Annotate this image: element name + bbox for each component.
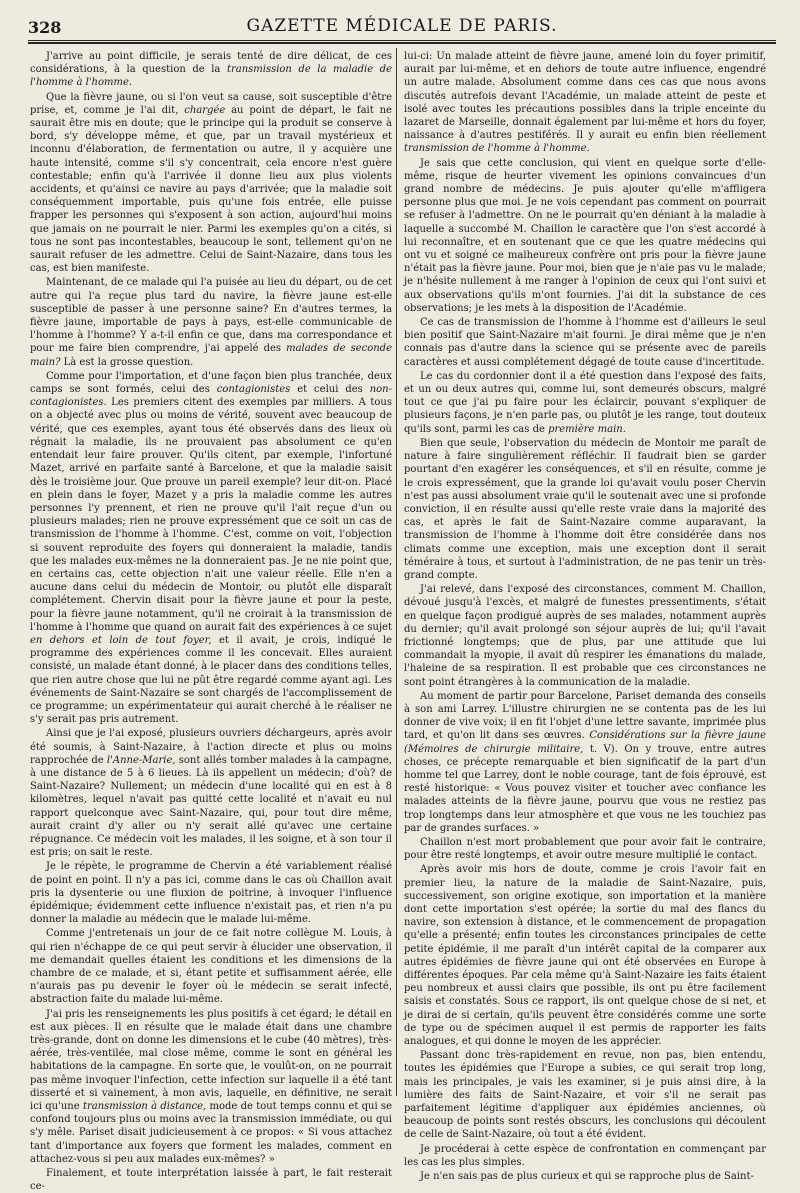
italic-text: transmission à distance,: [82, 1101, 207, 1113]
page-number: 328: [28, 18, 62, 37]
paragraph-text: Ainsi que je l'ai exposé, plusieurs ouvriers déchargeurs, après avoir été soumis, à Saint-Nazaire, à l'action directe et plus ou moins rapprochée de: [30, 728, 392, 766]
paragraph-text: J'arrive au point difficile, je serais tenté de dire délicat, de ces considérations, à la question de la: [30, 51, 392, 76]
paragraph-text: Je le répète, le programme de Chervin a été variablement réalisé de point en point. Il n'y a pas ici, comme dans le cas où Chaillon avait pris la dysenterie ou une fluxion de poitrine, à invoquer l'influence épidémique; évidemment cette influence n'existait pas, et rien n'a pu donner la maladie au médecin que le malade lui-même.: [30, 861, 392, 926]
article-paragraph: [404, 316, 766, 369]
article-paragraph: [30, 370, 392, 726]
article-paragraph: [404, 1049, 766, 1141]
column-divider: [396, 48, 397, 1096]
paragraph-text: lui-ci: Un malade atteint de fièvre jaune, amené loin du foyer primitif, aurait par lui-même, et en dehors de toute autre influence, engendré un autre malade. Absolument comme dans ces cas que nous avons discutés autrefois devant l'Académie, un malade atteint de peste et isolé avec toutes les précautions possibles dans la triple enceinte du lazaret de Marseille, donnait également par lui-même et hors du foyer, naissance à d'autres pestiférés. Il y aurait eu enfin bien réellement: [404, 51, 766, 142]
article-paragraph: [30, 91, 392, 276]
italic-text: transmission de l'homme à l'homme.: [404, 143, 590, 155]
paragraph-text: Au moment de partir pour Barcelone, Pariset demanda des conseils à son ami Larrey. L'illustre chirurgien ne se contenta pas de les lui donner de vive voix; il en fit l'objet d'une lettre savante, imprimée plus tard, et qu'on lit dans ses œuvres.: [404, 690, 766, 742]
paragraph-text: Les premiers citent des exemples par milliers. A tous on a objecté avec plus ou moins de vérité, souvent avec beaucoup de vérité, que ces exemples, ayant tous été observés dans des lieux où régnait la maladie, ils ne prouvaient pas absolument ce qu'en entendait leur faire prouver. Qu'ils citent, par exemple, l'infortuné Mazet, arrivé en parfaite santé à Barcelone, et que la maladie saisit dès le troisième jour. Que prouve un pareil exemple? leur dit-on. Placé en plein dans le foyer, Mazet y a pris la maladie comme les autres personnes l'y prennent, et rien ne prouve qu'il l'ait reçue d'un ou plusieurs malades; rien ne prouve expressément que ce soit un cas de transmission de l'homme à l'homme. C'est, comme on voit, l'objection si souvent reproduite des foyers qui donneraient la maladie, tandis que les malades eux-mêmes ne la donneraient pas. Je ne nie point que, en certains cas, cette objection n'ait une valeur réelle. Elle n'en a aucune dans celui du médecin de Montoir, ou plutôt elle disparaît complétement. Chervin disait pour la fièvre jaune et pour la peste, pour la fièvre jaune notamment, qu'il ne croirait à la transmission de l'homme à l'homme que quand on aurait fait des expériences à ce sujet: [30, 397, 392, 633]
article-paragraph: [30, 276, 392, 368]
article-paragraph: [404, 836, 766, 862]
article-paragraph: [404, 690, 766, 835]
paragraph-text: et celui des: [290, 384, 370, 396]
italic-text: chargée: [184, 104, 226, 116]
paragraph-text: Bien que seule, l'observation du médecin de Montoir me paraît de nature à faire singulièrement réfléchir. Il faudrait bien se garder pourtant d'en exagérer les conséquences, et s'il en résulte, comme je le crois expressément, que la grande loi qu'avait voulu poser Chervin n'est pas aussi absolument vraie qu'il le soutenait avec une si profonde conviction, il en résulte aussi qu'elle reste vraie dans la majorité des cas, et après le fait de Saint-Nazaire comme auparavant, la transmission de l'homme à l'homme doit être considérée dans nos climats comme une exception, mais une exception dont il serait téméraire à tous, et surtout à l'administration, de ne pas tenir un très-grand compte.: [404, 437, 766, 581]
paragraph-text: J'ai pris les renseignements les plus positifs à cet égard; le détail en est aux pièces. Il en résulte que le malade était dans une chambre très-grande, dont on donne les dimensions et le cube (40 mètres), très-aérée, très-ventilée, mal close même, comme le sont en général les habitations de la campagne. En sorte que, le voulût-on, on ne pourrait pas même invoquer l'infection, cette infection sur laquelle il a été tant disserté et si vainement, à mon avis, laquelle, en définitive, ne serait ici qu'une: [30, 1008, 392, 1113]
paragraph-text: Passant donc très-rapidement en revue, non pas, bien entendu, toutes les épidémies que l'Europe a subies, ce qui serait trop long, mais les principales, je vais les examiner, si je puis ainsi dire, à la lumière des faits de Saint-Nazaire, et voir s'il ne serait pas parfaitement légitime d'appliquer aux épidémies anciennes, où beaucoup de points sont restés obscurs, les conclusions qui découlent de celle de Saint-Nazaire, où tout a été évident.: [404, 1050, 766, 1141]
header-rule: [28, 40, 776, 41]
italic-text: malades de seconde main?: [30, 343, 393, 368]
article-paragraph: [404, 437, 766, 582]
article-paragraph: [404, 863, 766, 1048]
paragraph-text: Je procéderai à cette espèce de confrontation en commençant par les cas les plus simples.: [404, 1143, 766, 1168]
article-paragraph: [404, 1143, 766, 1169]
paragraph-text: mode de tout temps connu et qui se confond toujours plus ou moins avec la transmission immédiate, ou qui s'y mêle. Pariset disait judicieusement à ce propos: « Si vous attachez tant d'importance aux foyers que forment les malades, comment en attachez-vous si peu aux malades eux-mêmes? »: [30, 1101, 392, 1165]
italic-text: transmission de la maladie de l'homme à l'homme.: [30, 64, 393, 89]
right-column: [404, 50, 766, 1183]
paragraph-text: Comme j'entretenais un jour de ce fait notre collègue M. Louis, à qui rien n'échappe de ce qui peut servir à élucider une observation, il me demandait quelles étaient les conditions et les dimensions de la chambre de ce malade, et si, étant petite et suffisamment aérée, elle n'aurais pas pu devenir le foyer où le médecin se serait infecté, abstraction faite du malade lui-même.: [30, 928, 392, 1006]
italic-text: en dehors et loin de tout foyer,: [30, 634, 212, 646]
paragraph-text: Chaillon n'est mort probablement que pour avoir fait le contraire, pour être resté longtemps, et avoir outre mesure multiplié le contact.: [404, 836, 766, 862]
italic-text: première main.: [548, 423, 626, 435]
article-paragraph: [404, 583, 766, 689]
paragraph-text: Je n'en sais pas de plus curieux et qui se rapproche plus de Saint-: [420, 1171, 754, 1183]
article-paragraph: [404, 1170, 766, 1183]
paragraph-text: Que la fièvre jaune, ou si l'on veut sa cause, soit susceptible d'être prise, et, comme je l'ai dit,: [30, 91, 392, 116]
paragraph-text: J'ai relevé, dans l'exposé des circonstances, comment M. Chaillon, dévoué jusqu'à l'excès, et malgré de funestes pressentiments, s'était en quelque façon prodigué auprès de ses malades, notamment auprès du dernier; qu'il avait prolongé son séjour auprès de lui; qu'il l'avait frictionné longtemps; que de plus, par une attitude que lui commandait la myopie, il avait dû respirer les émanations du malade, l'haleine de sa respiration. Il est probable que ces circonstances ne sont point étrangères à la communication de la maladie.: [404, 584, 766, 688]
article-paragraph: [404, 370, 766, 436]
italic-text: Considérations sur la fièvre jaune (Mémoires de chirurgie militaire,: [404, 730, 766, 755]
left-column: [30, 50, 393, 1193]
paragraph-text: t. V). On y trouve, entre autres choses, ce précepte remarquable et bien significatif de la part d'un homme tel que Larrey, dont le noble courage, tant de fois éprouvé, est resté historique: « Vous pouvez visiter et toucher avec confiance les malades atteints de la fièvre jaune, pourvu que vous ne restiez pas trop longtemps dans leur atmosphère et que vous ne les touchiez pas par de grandes surfaces. »: [404, 743, 766, 834]
italic-text: non-contagionistes.: [30, 384, 392, 409]
paragraph-text: Ce cas de transmission de l'homme à l'homme est d'ailleurs le seul bien positif que Saint-Nazaire m'ait fourni. Je dirai même que je n'en connais pas d'autre dans la science qui se présente avec de pareils caractères et aussi complétement dégagé de toute cause d'incertitude.: [404, 317, 766, 368]
paragraph-text: Je sais que cette conclusion, qui vient en quelque sorte d'elle-même, risque de heurter vivement les opinions convaincues d'un grand nombre de médecins. Je puis ajouter qu'elle m'affligera personne plus que moi. Je ne vois cependant pas comment on pourrait se refuser à l'admettre. On ne le pourrait qu'en déniant à la maladie à laquelle a succombé M. Chaillon le caractère que l'on s'est accordé à lui reconnaître, et en soutenant que ce que les quatre médecins qui ont vu et soigné ce malheureux confrère ont pris pour la fièvre jaune n'était pas la fièvre jaune. Pour moi, bien que je n'aie pas vu le malade, je n'hésite nullement à me ranger à l'opinion de ceux qui l'ont suivi et aux observations qu'ils m'ont fournies. J'ai dit la substance de ces observations; je les mets à la disposition de l'Académie.: [404, 157, 766, 314]
journal-title: GAZETTE MÉDICALE DE PARIS.: [246, 16, 558, 36]
header-rule-thick: [28, 42, 776, 44]
article-paragraph: [30, 1167, 392, 1193]
article-paragraph: [30, 927, 392, 1006]
italic-text: l'Anne-Marie,: [106, 754, 176, 766]
page-header: [28, 12, 776, 42]
paragraph-text: Comme pour l'importation, et d'une façon bien plus tranchée, deux camps se sont formés, celui des: [30, 370, 392, 396]
paragraph-text: Le cas du cordonnier dont il a été question dans l'exposé des faits, et un ou deux autres qui, comme lui, sont demeurés obscurs, malgré tout ce que j'ai pu faire pour les éclaircir, pouvant s'expliquer de plusieurs façons, je n'en parle pas, ou plutôt je les range, tout douteux qu'ils sont, parmi les cas de: [404, 370, 766, 435]
paragraph-text: Après avoir mis hors de doute, comme je crois l'avoir fait en premier lieu, la nature de la maladie de Saint-Nazaire, puis, successivement, son origine exotique, son importation et la manière dont cette importation s'est opérée; la sortie du mal des flancs du navire, son extension à distance, et le commencement de propagation qu'elle a présenté; enfin toutes les circonstances principales de cette petite épidémie, il me paraît d'un intérêt capital de la comparer aux autres épidémies de fièvre jaune qui ont été observées en Europe à différentes époques. Par cela même qu'à Saint-Nazaire les faits étaient peu nombreux et aussi clairs que possible, ils ont pu être facilement saisis et constatés. Sous ce rapport, ils ont quelque chose de si net, et je dirai de si certain, qu'ils peuvent être considérés comme une sorte de type ou de spécimen auquel il est permis de rapporter les faits analogues, et qui donne le moyen de les apprécier.: [404, 864, 766, 1048]
paragraph-text: Finalement, et toute interprétation laissée à part, le fait resterait ce-: [30, 1168, 392, 1193]
article-paragraph: [30, 727, 392, 859]
paragraph-text: Maintenant, de ce malade qui l'a puisée au lieu du départ, ou de cet autre qui l'a reçue plus tard du navire, la fièvre jaune est-elle susceptible de passer à une personne saine? En d'autres termes, la fièvre jaune, importable de pays à pays, est-elle communicable de l'homme à l'homme? Y a-t-il enfin ce que, dans ma correspondance et pour me faire bien comprendre, j'ai appelé des: [30, 277, 392, 355]
article-paragraph: [30, 860, 392, 926]
paragraph-text: et il avait, je crois, indiqué le programme des expériences comme il les concevait. Elles auraient consisté, un malade étant donné, à le placer dans des conditions telles, que rien autre chose que lui ne pût être regardé comme ayant agi. Les événements de Saint-Nazaire se sont chargés de l'accomplissement de ce programme; un expérimentateur qui aurait cherché à le réaliser ne s'y serait pas pris autrement.: [30, 634, 392, 726]
article-paragraph: [30, 50, 392, 90]
article-paragraph: [30, 1008, 392, 1166]
paragraph-text: au point de départ, le fait ne saurait être mis en doute; que le principe qui la produit se conserve à bord, s'y développe même, et que, par un travail mystérieux et inconnu d'élaboration, de fermentation ou autre, il y acquière une haute intensité, comme s'il s'y concentrait, cela encore n'est guère contestable; enfin qu'à l'arrivée il donne lieu aux plus violents accidents, et qu'ainsi ce navire au pays d'arrivée; que la maladie soit conséquemment importable, puis qu'une fois entrée, elle puisse frapper les personnes qui s'exposent à son action, aujourd'hui moins que jamais on ne pourrait le nier. Parmi les exemples qu'on a cités, si tous ne sont pas incontestables, beaucoup le sont, tellement qu'on ne saurait refuser de les admettre. Celui de Saint-Nazaire, dans tous les cas, est bien manifeste.: [30, 104, 392, 275]
article-paragraph: [404, 157, 766, 315]
italic-text: contagionistes: [216, 384, 291, 396]
paragraph-text: Là est la grosse question.: [60, 356, 194, 368]
article-paragraph: [404, 50, 766, 156]
paragraph-text: sont allés tomber malades à la campagne, à une distance de 5 à 6 lieues. Là ils appellent un médecin; d'où? de Saint-Nazaire? Nullement; un médecin d'une localité qui en est à 8 kilomètres, lequel n'avait pas quitté cette localité et n'avait eu nul rapport quelconque avec Saint-Nazaire, qui, pour tout dire même, aurait craint d'y aller ou n'y serait allé qu'avec une certaine répugnance. Ce médecin voit les malades, il les soigne, et à son tour il est pris; on sait le reste.: [30, 754, 392, 859]
